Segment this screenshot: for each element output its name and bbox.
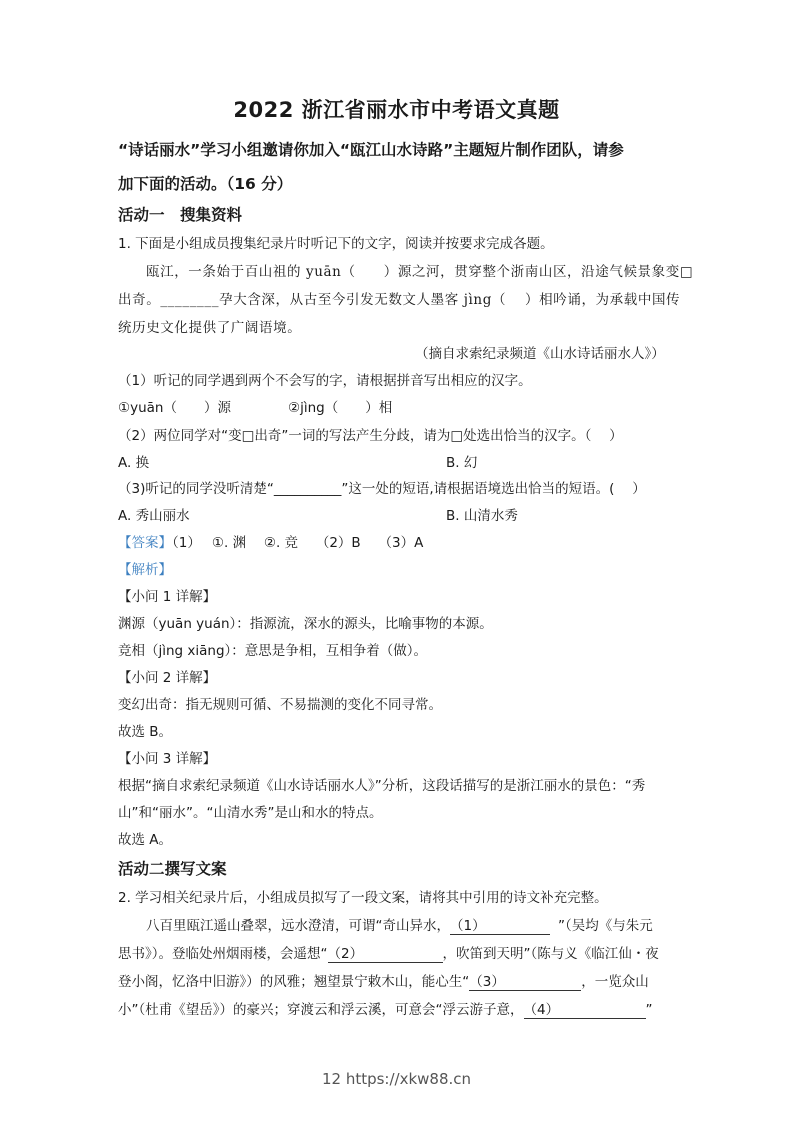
subquestion-1: （1）听记的同学遇到两个不会写的字，请根据拼音写出相应的汉字。 xyxy=(118,373,532,389)
fill-blank-3[interactable] xyxy=(469,970,581,991)
subquestion-2-option-b: B. 幻 xyxy=(446,455,478,471)
subquestion-3-option-b: B. 山清水秀 xyxy=(446,508,518,524)
detail-2-line-1: 变幻出奇：指无规则可循、不易揣测的变化不同寻常。 xyxy=(118,697,442,713)
intro-line-1: “诗话丽水”学习小组邀请你加入“瓯江山水诗路”主题短片制作团队，请参 xyxy=(118,141,624,159)
paragraph-line-2 xyxy=(118,942,659,963)
blank-number: （4） xyxy=(523,1002,560,1018)
answer-text: （1） ①. 渊 ②. 竞 （2）B （3）A xyxy=(172,535,424,551)
detail-1-label: 【小问 1 详解】 xyxy=(118,589,217,605)
paragraph-text: ” xyxy=(645,1002,653,1018)
source-citation: （摘自求索纪录频道《山水诗话丽水人》） xyxy=(415,346,665,362)
fill-blank-2[interactable] xyxy=(328,942,443,963)
subquestion-3-text: ”这一处的短语,请根据语境选出恰当的短语。( ） xyxy=(341,481,646,497)
blank-number: （2） xyxy=(327,946,364,962)
passage-line-2 xyxy=(118,288,680,308)
blank-number: （3） xyxy=(469,974,505,990)
detail-3-line-3: 故选 A。 xyxy=(118,832,173,848)
intro-line-2: 加下面的活动。（16 分） xyxy=(118,175,293,193)
paragraph-text: ，一览众山 xyxy=(581,974,649,990)
subquestion-1-item-1: ①yuān（ ）源 xyxy=(118,400,231,416)
paragraph-line-1 xyxy=(146,914,653,935)
blank-number: （1） xyxy=(450,918,486,934)
paragraph-text: ，吹笛到天明”（陈与义《临江仙・夜 xyxy=(442,946,659,962)
fill-blank-1[interactable] xyxy=(450,914,550,935)
paragraph-text: ”（吴均《与朱元 xyxy=(558,918,653,934)
subquestion-2: （2）两位同学对“变□出奇”一词的写法产生分歧，请为□处选出恰当的汉字。（ ） xyxy=(118,428,623,444)
analysis-label: 【解析】 xyxy=(118,562,172,578)
passage-text: 孕大含深，从古至今引发无数文人墨客 jìng（ ）相吟诵，为承载中国传 xyxy=(219,292,681,308)
detail-1-line-1: 渊源（yuān yuán）：指源流，深水的源头，比喻事物的本源。 xyxy=(118,616,493,632)
answer-label: 【答案】 xyxy=(118,535,172,551)
paragraph-line-3 xyxy=(118,970,649,991)
subquestion-3-text: （3)听记的同学没听清楚“ xyxy=(118,481,274,497)
paragraph-text: 登小阁，忆洛中旧游》）的风雅；翘望景宁敕木山，能心生“ xyxy=(118,974,470,990)
fill-blank-4[interactable] xyxy=(524,998,646,1019)
page-title: 2022 浙江省丽水市中考语文真题 xyxy=(233,98,560,122)
subquestion-2-option-a: A. 换 xyxy=(118,455,150,471)
subquestion-3-blank: __________ xyxy=(273,481,342,497)
passage-line-1: 瓯江，一条始于百山祖的 yuān（ ）源之河，贯穿整个浙南山区，沿途气候景象变□ xyxy=(146,264,694,280)
detail-1-line-2: 竞相（jìng xiāng）：意思是争相，互相争着（做）。 xyxy=(118,643,428,659)
detail-3-label: 【小问 3 详解】 xyxy=(118,751,217,767)
paragraph-text: 思书》）。登临处州烟雨楼，会遥想“ xyxy=(118,946,328,962)
question1-stem: 1. 下面是小组成员搜集纪录片时听记下的文字，阅读并按要求完成各题。 xyxy=(118,236,554,252)
subquestion-1-item-2: ②jìng（ ）相 xyxy=(288,400,393,416)
paragraph-text: 小”（杜甫《望岳》）的豪兴；穿渡云和浮云溪，可意会“浮云游子意， xyxy=(118,1002,524,1018)
detail-2-line-2: 故选 B。 xyxy=(118,724,173,740)
detail-3-line-2: 山”和“丽水”。“山清水秀”是山和水的特点。 xyxy=(118,805,383,821)
question2-stem: 2. 学习相关纪录片后，小组成员拟写了一段文案，请将其中引用的诗文补充完整。 xyxy=(118,890,608,906)
passage-line-3: 统历史文化提供了广阔语境。 xyxy=(118,320,302,336)
subquestion-3 xyxy=(118,477,646,497)
activity2-heading: 活动二撰写文案 xyxy=(118,860,227,878)
passage-blank: ________ xyxy=(160,292,220,308)
paragraph-line-4 xyxy=(118,998,653,1019)
paragraph-text: 八百里瓯江遥山叠翠，远水澄清，可谓“奇山异水， xyxy=(146,918,450,934)
detail-2-label: 【小问 2 详解】 xyxy=(118,670,217,686)
subquestion-3-option-a: A. 秀山丽水 xyxy=(118,508,190,524)
activity1-heading: 活动一 搜集资料 xyxy=(118,206,243,224)
page-footer: 12 https://xkw88.cn xyxy=(321,1070,472,1088)
detail-3-line-1: 根据“摘自求索纪录频道《山水诗话丽水人》”分析，这段话描写的是浙江丽水的景色：“秀 xyxy=(118,778,646,794)
passage-text: 出奇。 xyxy=(118,292,161,308)
answer-line xyxy=(118,531,423,551)
